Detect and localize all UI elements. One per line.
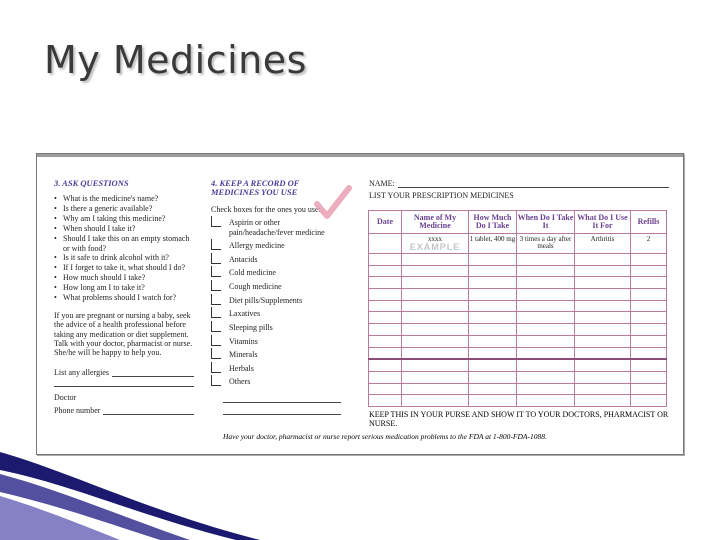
- checkbox-label: Diet pills/Supplements: [229, 295, 303, 305]
- question-item: • What problems should I watch for?: [54, 293, 194, 302]
- checkbox-item[interactable]: [211, 309, 341, 318]
- checkbox-item[interactable]: [211, 377, 341, 386]
- checkbox[interactable]: [211, 362, 221, 373]
- table-cell: 2: [631, 234, 667, 254]
- allergies-extra-line[interactable]: [54, 377, 194, 387]
- checkbox[interactable]: [211, 307, 221, 318]
- checkbox-item[interactable]: [211, 337, 341, 346]
- checkbox-label: Laxatives: [229, 309, 261, 319]
- checkbox[interactable]: [211, 239, 221, 250]
- question-item: • What is the medicine's name?: [54, 194, 194, 203]
- table-row[interactable]: [369, 395, 667, 407]
- table-row[interactable]: [369, 324, 667, 336]
- question-item: • Is there a generic available?: [54, 204, 194, 213]
- table-row[interactable]: [369, 383, 667, 395]
- table-cell: [369, 234, 402, 254]
- corner-swoosh-decoration: [0, 440, 300, 540]
- checkbox-label: Aspirin or other pain/headache/fever medicine: [229, 218, 325, 237]
- fda-note: Have your doctor, pharmacist or nurse report serious medication problems to the FDA at 1-800-FDA-1088.: [223, 432, 547, 441]
- checkbox-item[interactable]: [211, 255, 341, 264]
- column-header: Refills: [631, 211, 667, 234]
- example-row: [369, 234, 667, 254]
- prescription-table: [368, 210, 667, 407]
- allergies-line: [112, 368, 194, 377]
- checkbox[interactable]: [211, 266, 221, 277]
- pregnancy-advice: If you are pregnant or nursing a baby, seek the advice of a health professional before taking any medication or diet supplement. Talk with your doctor, pharmacist or nurse. She/he will be happy to help you.: [54, 310, 193, 358]
- checkbox-label: Sleeping pills: [229, 322, 273, 332]
- checkbox-label: Allergy medicine: [229, 241, 285, 251]
- checkbox-item[interactable]: [211, 268, 341, 277]
- checkbox-label: Cough medicine: [229, 282, 282, 292]
- checkbox-label: Vitamins: [229, 336, 258, 346]
- table-cell: Arthritis: [575, 234, 631, 254]
- table-row[interactable]: [369, 300, 667, 312]
- table-row[interactable]: [369, 289, 667, 301]
- table-header-row: [369, 211, 667, 234]
- table-row[interactable]: [369, 335, 667, 347]
- phone-label: Phone number: [54, 405, 101, 415]
- checkbox[interactable]: [211, 253, 221, 264]
- checkbox-label: Others: [229, 377, 251, 387]
- doctor-label: Doctor: [54, 393, 77, 403]
- prescription-section: [369, 179, 669, 201]
- checkbox[interactable]: [211, 216, 221, 227]
- checkbox-item[interactable]: [211, 364, 341, 373]
- checkbox[interactable]: [211, 294, 221, 305]
- table-cell: [402, 234, 469, 254]
- table-row[interactable]: [369, 312, 667, 324]
- table-row[interactable]: [369, 371, 667, 383]
- column-header: What Do I Use It For: [575, 211, 631, 234]
- name-field[interactable]: [369, 179, 669, 188]
- other-blank-line[interactable]: [223, 391, 341, 403]
- record-heading-line2: MEDICINES YOU USE: [211, 187, 298, 198]
- allergies-label: List any allergies: [54, 367, 109, 377]
- checkbox-item[interactable]: [211, 296, 341, 305]
- checkbox-item[interactable]: [211, 323, 341, 332]
- checkbox-label: Antacids: [229, 254, 258, 264]
- example-stamp: EXAMPLE: [409, 242, 461, 252]
- checkmark-icon: [313, 184, 353, 224]
- medicine-record-card: [36, 153, 684, 455]
- doctor-field[interactable]: [54, 393, 194, 402]
- column-header: Name of My Medicine: [402, 211, 469, 234]
- name-label: NAME:: [369, 179, 395, 188]
- prescription-list-heading: LIST YOUR PRESCRIPTION MEDICINES: [369, 191, 514, 201]
- question-item: • When should I take it?: [54, 224, 194, 233]
- table-cell: 1 tablet, 400 mg: [469, 234, 517, 254]
- question-item: • Is it safe to drink alcohol with it?: [54, 253, 194, 262]
- check-instruction: Check boxes for the ones you use:: [211, 204, 321, 214]
- phone-line: [103, 406, 194, 415]
- phone-field[interactable]: [54, 406, 194, 415]
- column-header: Date: [369, 211, 402, 234]
- table-row[interactable]: [369, 277, 667, 289]
- column-header: How Much Do I Take: [469, 211, 517, 234]
- checkbox-label: Herbals: [229, 363, 254, 373]
- card-top-border: [37, 154, 683, 157]
- ask-questions-section: [54, 179, 194, 415]
- page-title: My Medicines: [44, 38, 307, 82]
- question-item: • Why am I taking this medicine?: [54, 214, 194, 223]
- question-item: • How much should I take?: [54, 273, 194, 282]
- column-header: When Do I Take It: [517, 211, 575, 234]
- ask-questions-heading: 3. ASK QUESTIONS: [54, 178, 129, 188]
- table-row[interactable]: [369, 347, 667, 359]
- keep-note: KEEP THIS IN YOUR PURSE AND SHOW IT TO YOUR DOCTORS, PHARMACIST OR NURSE.: [369, 410, 669, 428]
- question-item: • How long am I to take it?: [54, 283, 194, 292]
- table-row[interactable]: [369, 359, 667, 371]
- checkbox[interactable]: [211, 280, 221, 291]
- table-row[interactable]: [369, 254, 667, 266]
- table-row[interactable]: [369, 265, 667, 277]
- other-blank-line[interactable]: [223, 403, 341, 415]
- allergies-field[interactable]: [54, 368, 194, 377]
- question-list: [54, 194, 194, 302]
- checkbox-item[interactable]: [211, 282, 341, 291]
- record-heading-line1: 4. KEEP A RECORD OF: [211, 178, 300, 188]
- checkbox[interactable]: [211, 375, 221, 386]
- checkbox[interactable]: [211, 321, 221, 332]
- checkbox-label: Minerals: [229, 350, 258, 360]
- checkbox-item[interactable]: [211, 241, 341, 250]
- checkbox-item[interactable]: [211, 350, 341, 359]
- example-medicine-name: xxxx: [428, 235, 442, 243]
- checkbox[interactable]: [211, 348, 221, 359]
- checkbox-label: Cold medicine: [229, 268, 276, 278]
- table-cell: 3 times a day after meals: [517, 234, 575, 254]
- question-item: • Should I take this on an empty stomach or with food?: [54, 234, 194, 253]
- name-line: [398, 180, 669, 188]
- checkbox[interactable]: [211, 335, 221, 346]
- question-item: • If I forget to take it, what should I do?: [54, 263, 194, 272]
